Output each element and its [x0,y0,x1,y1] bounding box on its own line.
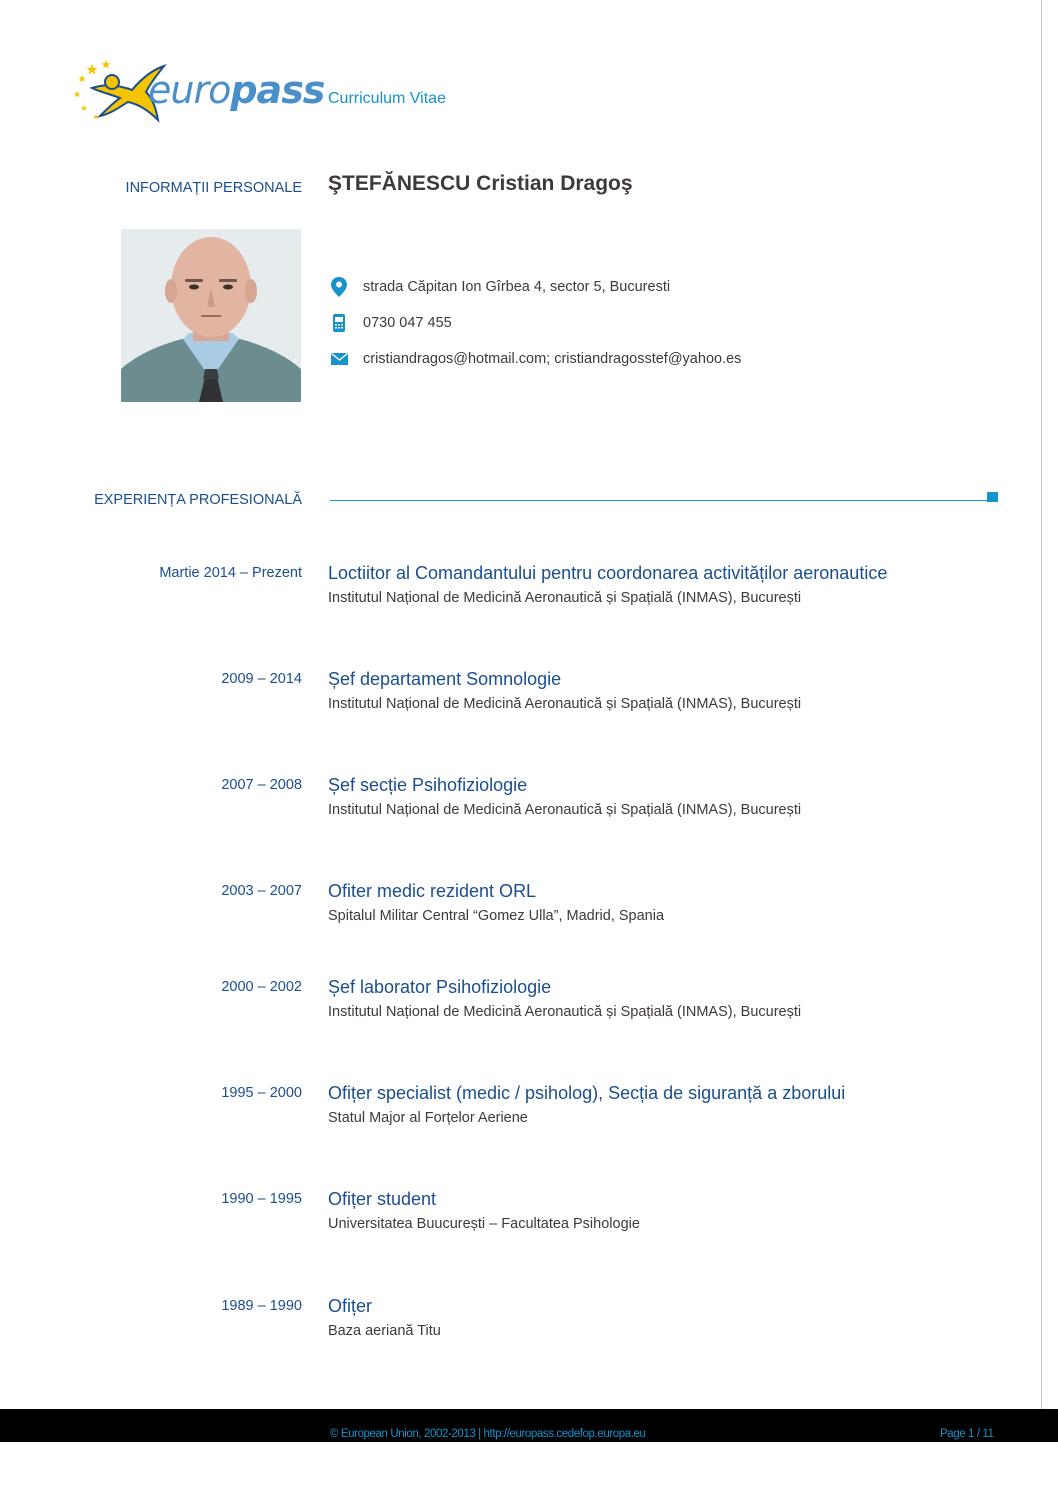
job-organization: Institutul Național de Medicină Aeronautică și Spațială (INMAS), București [328,696,802,712]
job-title: Șef departament Somnologie [328,669,562,689]
email-text[interactable]: cristiandragos@hotmail.com; cristiandragosstef@yahoo.es [363,351,742,367]
job-title: Ofiter medic rezident ORL [328,881,537,901]
section-divider-marker [987,492,998,502]
job-organization: Institutul Național de Medicină Aeronautică și Spațială (INMAS), București [328,590,802,606]
job-organization: Spitalul Militar Central “Gomez Ulla”, Madrid, Spania [328,908,665,924]
footer-page-number: Page 1 / 11 [940,1428,994,1440]
job-organization: Statul Major al Forțelor Aeriene [328,1110,528,1126]
job-title: Loctiitor al Comandantului pentru coordonarea activităților aeronautice [328,563,888,583]
location-pin-icon [328,276,350,298]
person-name: ŞTEFĂNESCU Cristian Dragoş [328,172,633,195]
europass-wordmark [148,68,324,112]
job-organization: Institutul Național de Medicină Aeronautică și Spațială (INMAS), București [328,1004,802,1020]
job-title: Șef secție Psihofiziologie [328,775,528,795]
job-organization: Baza aeriană Titu [328,1323,441,1339]
phone-text: 0730 047 455 [363,315,452,331]
wordmark-pass: pass [230,68,325,112]
job-title: Ofițer specialist (medic / psiholog), Secția de siguranță a zborului [328,1083,846,1103]
wordmark-euro: euro [148,68,231,112]
job-date: 2009 – 2014 [221,671,302,687]
job-organization: Universitatea Buucurești – Facultatea Psihologie [328,1216,640,1232]
job-title: Șef laborator Psihofiziologie [328,977,552,997]
section-label-personal: INFORMAȚII PERSONALE [125,180,302,196]
contact-address [328,276,671,298]
job-title: Ofițer student [328,1189,437,1209]
job-date: 2000 – 2002 [221,979,302,995]
job-title: Ofițer [328,1296,373,1316]
section-label-experience: EXPERIENȚA PROFESIONALĂ [94,492,302,508]
contact-email [328,348,742,370]
mobile-phone-icon [328,312,350,334]
footer-copyright[interactable]: © European Union, 2002-2013 | http://europass.cedefop.europa.eu [330,1428,646,1440]
job-date: Martie 2014 – Prezent [159,565,302,581]
job-date: 1990 – 1995 [221,1191,302,1207]
profile-photo [121,229,301,402]
page-edge [1041,0,1042,1410]
address-text: strada Căpitan Ion Gîrbea 4, sector 5, Bucuresti [363,279,671,295]
envelope-icon [328,348,350,370]
job-organization: Institutul Național de Medicină Aeronautică și Spațială (INMAS), București [328,802,802,818]
contact-phone [328,312,452,334]
document-title: Curriculum Vitae [328,90,446,107]
job-date: 2007 – 2008 [221,777,302,793]
section-divider [330,500,987,501]
job-date: 1989 – 1990 [221,1298,302,1314]
job-date: 2003 – 2007 [221,883,302,899]
job-date: 1995 – 2000 [221,1085,302,1101]
